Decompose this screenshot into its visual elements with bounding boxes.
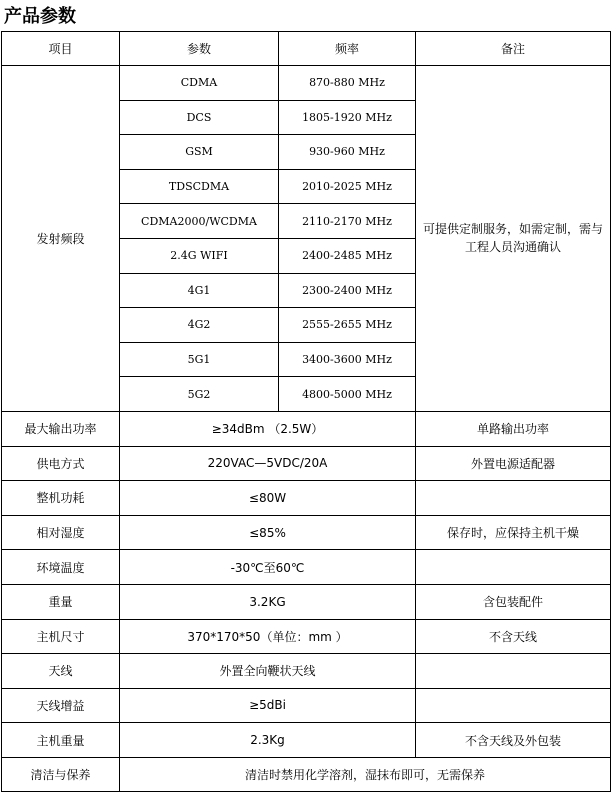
spec-value: 220VAC—5VDC/20A — [120, 446, 416, 481]
spec-value: ≤85% — [120, 515, 416, 550]
spec-note: 不含天线 — [416, 619, 611, 654]
spec-note — [416, 688, 611, 723]
spec-row — [2, 411, 611, 446]
spec-row — [2, 446, 611, 481]
product-spec-table — [1, 31, 611, 792]
band-frequency: 1805-1920 MHz — [279, 100, 416, 135]
spec-item: 供电方式 — [2, 446, 120, 481]
band-frequency: 930-960 MHz — [279, 135, 416, 170]
header-note: 备注 — [416, 32, 611, 66]
band-frequency: 2555-2655 MHz — [279, 308, 416, 343]
spec-value: ≤80W — [120, 481, 416, 516]
spec-value: 外置全向鞭状天线 — [120, 654, 416, 689]
spec-note: 单路输出功率 — [416, 411, 611, 446]
band-param: GSM — [120, 135, 279, 170]
band-frequency: 2400-2485 MHz — [279, 238, 416, 273]
spec-row — [2, 550, 611, 585]
page-title: 产品参数 — [4, 6, 76, 27]
band-param: TDSCDMA — [120, 169, 279, 204]
spec-item: 清洁与保养 — [2, 757, 120, 792]
band-frequency: 3400-3600 MHz — [279, 342, 416, 377]
header-param: 参数 — [120, 32, 279, 66]
spec-item: 天线增益 — [2, 688, 120, 723]
spec-note — [416, 654, 611, 689]
spec-value: ≥5dBi — [120, 688, 416, 723]
spec-row — [2, 619, 611, 654]
spec-item: 重量 — [2, 584, 120, 619]
spec-value: 2.3Kg — [120, 723, 416, 758]
spec-item: 最大输出功率 — [2, 411, 120, 446]
band-frequency: 870-880 MHz — [279, 66, 416, 101]
spec-value: 清洁时禁用化学溶剂，湿抹布即可，无需保养 — [120, 757, 611, 792]
spec-value: ≥34dBm （2.5W） — [120, 411, 416, 446]
band-param: 5G2 — [120, 377, 279, 412]
spec-row — [2, 723, 611, 758]
spec-row — [2, 584, 611, 619]
spec-note: 不含天线及外包装 — [416, 723, 611, 758]
band-frequency: 2010-2025 MHz — [279, 169, 416, 204]
spec-item: 整机功耗 — [2, 481, 120, 516]
spec-value: -30℃至60℃ — [120, 550, 416, 585]
spec-row — [2, 654, 611, 689]
band-param: 4G2 — [120, 308, 279, 343]
band-param: 5G1 — [120, 342, 279, 377]
spec-item: 相对湿度 — [2, 515, 120, 550]
spec-item: 主机尺寸 — [2, 619, 120, 654]
spec-note — [416, 481, 611, 516]
header-frequency: 频率 — [279, 32, 416, 66]
spec-note: 含包装配件 — [416, 584, 611, 619]
spec-item: 天线 — [2, 654, 120, 689]
band-param: 2.4G WIFI — [120, 238, 279, 273]
spec-row — [2, 515, 611, 550]
band-row — [2, 66, 611, 101]
spec-row — [2, 481, 611, 516]
band-frequency: 2110-2170 MHz — [279, 204, 416, 239]
band-note: 可提供定制服务，如需定制，需与工程人员沟通确认 — [416, 66, 611, 412]
band-param: CDMA — [120, 66, 279, 101]
spec-note: 外置电源适配器 — [416, 446, 611, 481]
band-param: DCS — [120, 100, 279, 135]
spec-value: 3.2KG — [120, 584, 416, 619]
spec-value: 370*170*50（单位：mm ） — [120, 619, 416, 654]
band-param: CDMA2000/WCDMA — [120, 204, 279, 239]
spec-note — [416, 550, 611, 585]
spec-row — [2, 757, 611, 792]
band-group-label: 发射频段 — [2, 66, 120, 412]
spec-item: 主机重量 — [2, 723, 120, 758]
band-param: 4G1 — [120, 273, 279, 308]
spec-row — [2, 688, 611, 723]
band-frequency: 4800-5000 MHz — [279, 377, 416, 412]
spec-item: 环境温度 — [2, 550, 120, 585]
band-frequency: 2300-2400 MHz — [279, 273, 416, 308]
spec-note: 保存时，应保持主机干燥 — [416, 515, 611, 550]
table-header-row — [2, 32, 611, 66]
header-item: 项目 — [2, 32, 120, 66]
